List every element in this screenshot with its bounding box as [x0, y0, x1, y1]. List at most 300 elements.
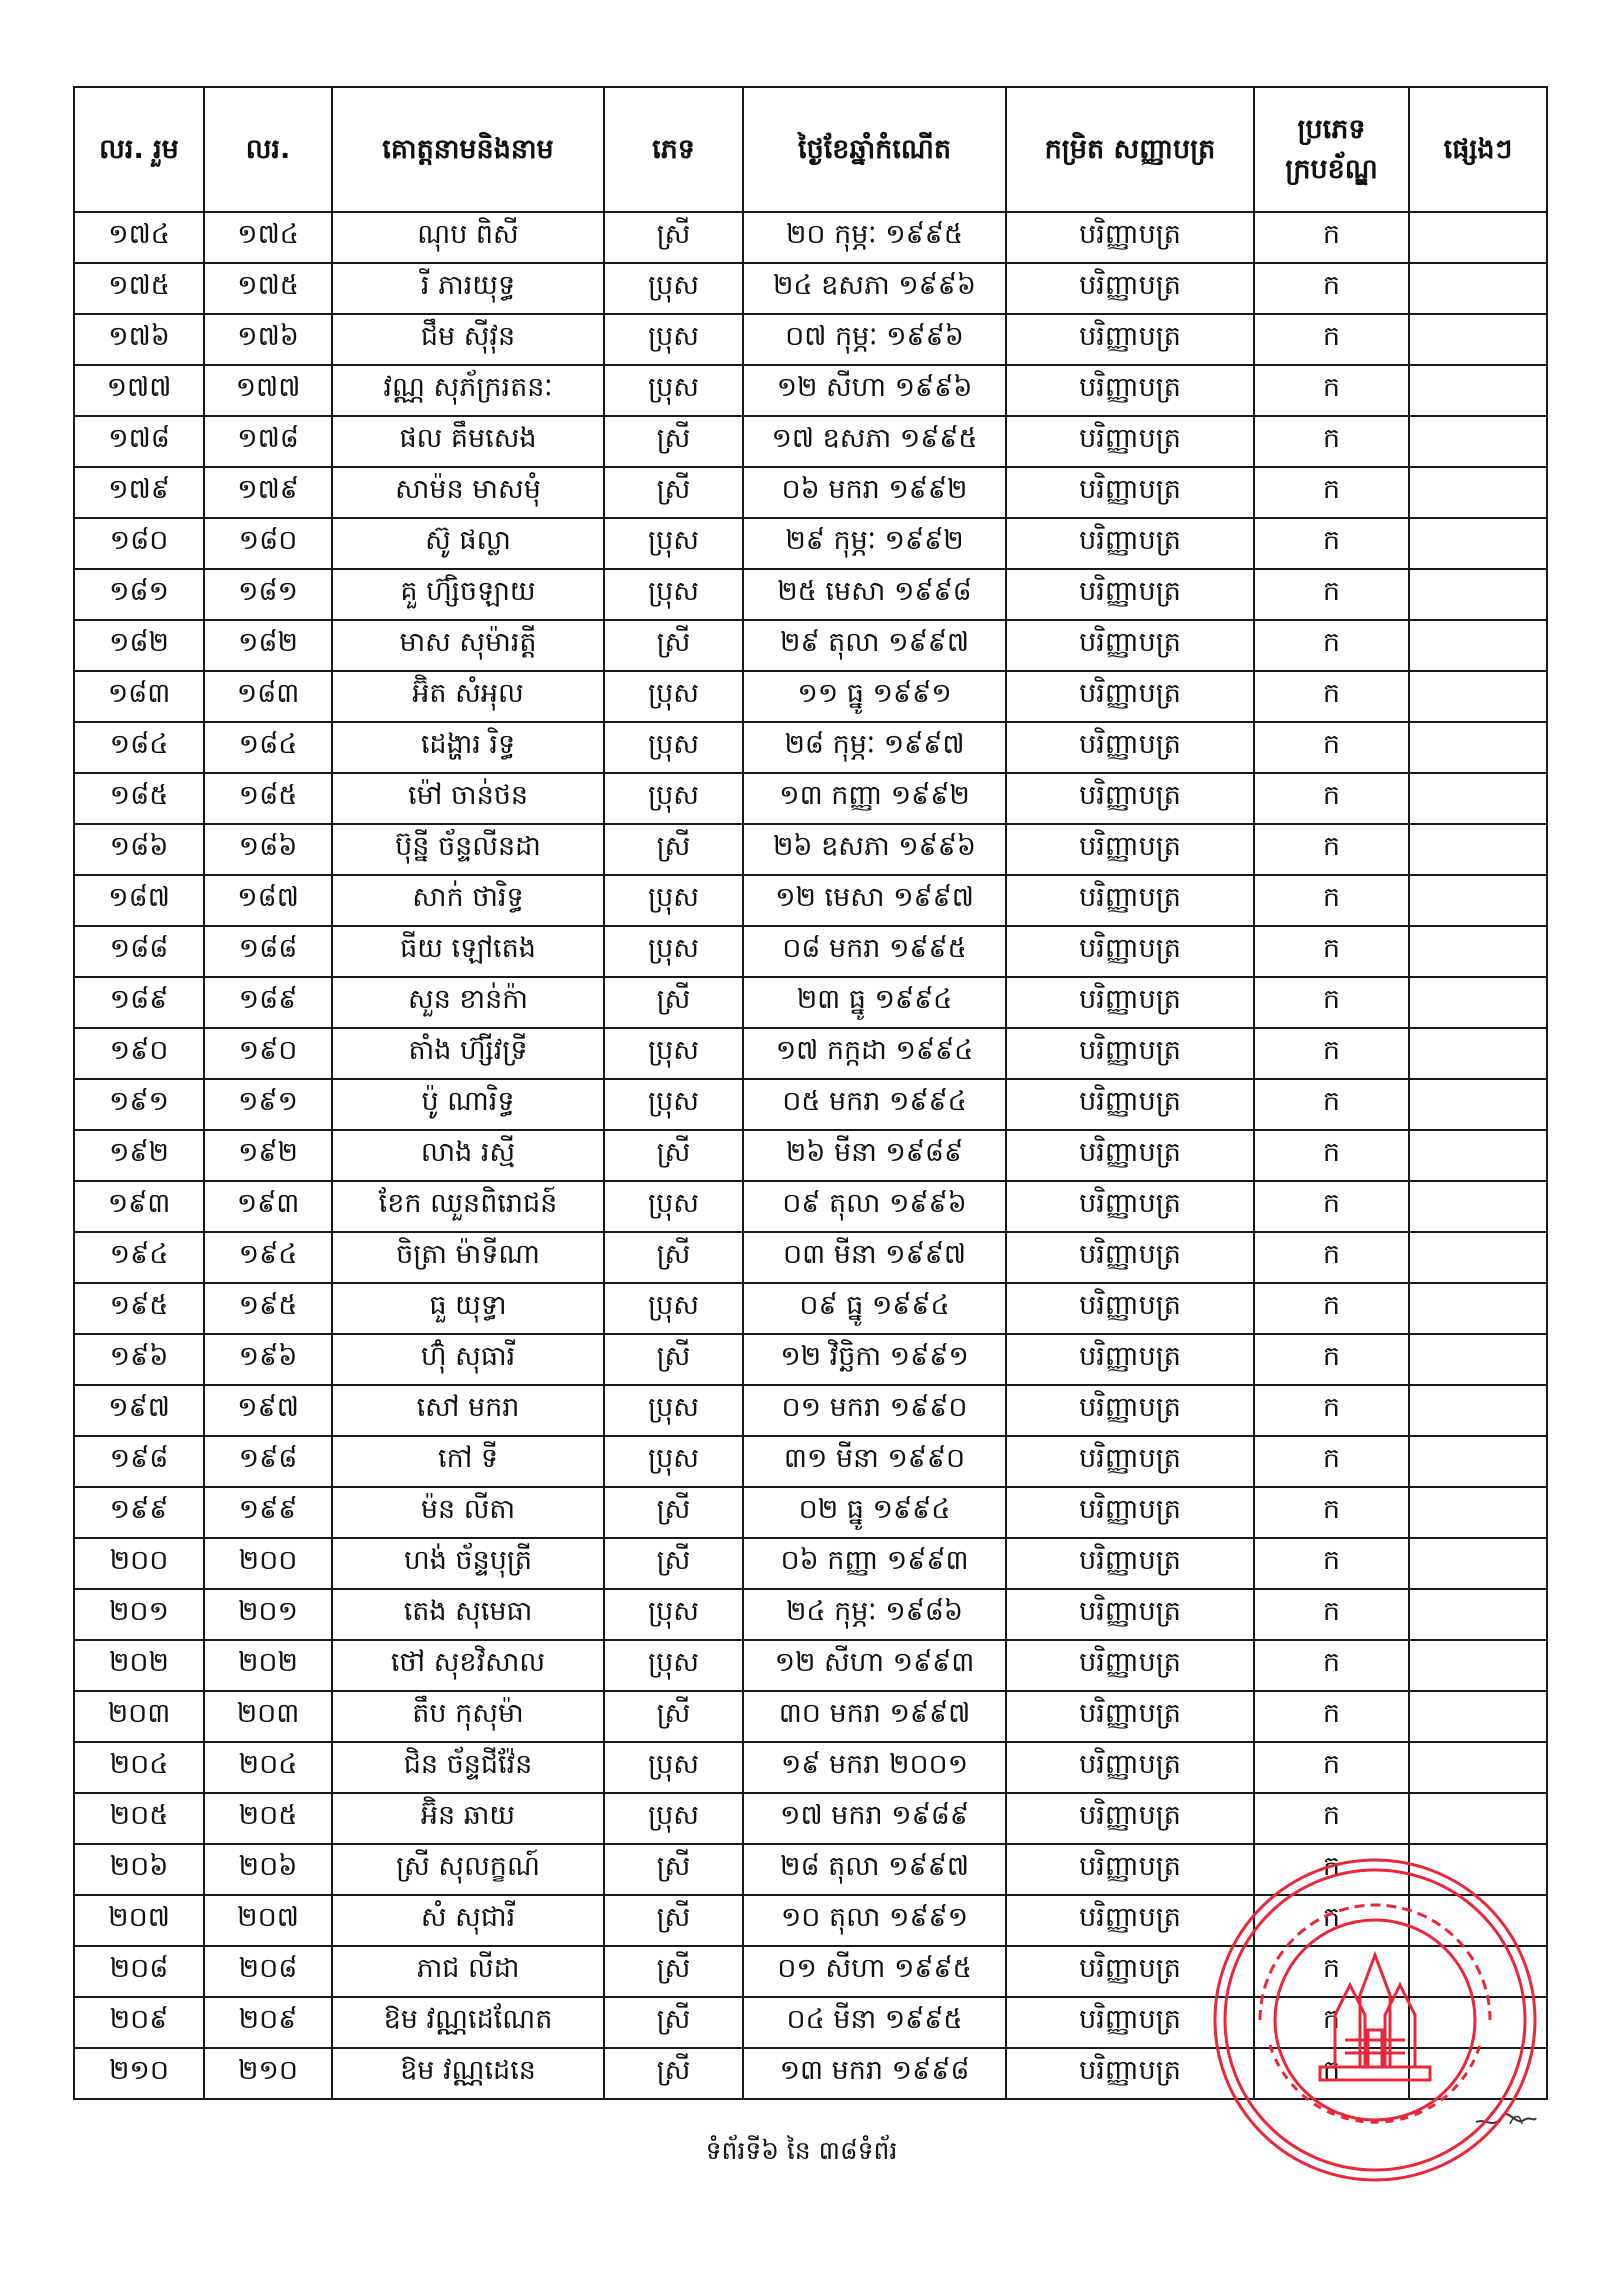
- degree-cell: បរិញ្ញាបត្រ: [1006, 1079, 1254, 1130]
- header-number: លរ.: [204, 87, 332, 212]
- header-framework-type: ប្រភេទ ក្របខ័ណ្ឌ: [1254, 87, 1409, 212]
- sex-cell: ប្រុស: [604, 1079, 743, 1130]
- remarks-cell: [1409, 1079, 1547, 1130]
- number-cell: ២០៨: [204, 1946, 332, 1997]
- remarks-cell: [1409, 1181, 1547, 1232]
- number-cell: ១៨២: [204, 620, 332, 671]
- overall-number-cell: ២១០: [74, 2048, 204, 2099]
- remarks-cell: [1409, 1283, 1547, 1334]
- sex-cell: ស្រី: [604, 2048, 743, 2099]
- framework-cell: ក: [1254, 1283, 1409, 1334]
- table-row: [74, 518, 1547, 569]
- name-cell: វណ្ណ សុភ័ក្ររតនៈ: [332, 365, 604, 416]
- degree-cell: បរិញ្ញាបត្រ: [1006, 671, 1254, 722]
- table-row: [74, 1640, 1547, 1691]
- overall-number-cell: ២០៧: [74, 1895, 204, 1946]
- table-header: [74, 87, 1547, 212]
- overall-number-cell: ១៨៦: [74, 824, 204, 875]
- remarks-cell: [1409, 569, 1547, 620]
- degree-cell: បរិញ្ញាបត្រ: [1006, 1487, 1254, 1538]
- overall-number-cell: ១៩៤: [74, 1232, 204, 1283]
- degree-cell: បរិញ្ញាបត្រ: [1006, 1742, 1254, 1793]
- birth-date-cell: ០៦ កញ្ញា ១៩៩៣: [743, 1538, 1006, 1589]
- remarks-cell: [1409, 1334, 1547, 1385]
- table-row: [74, 1385, 1547, 1436]
- remarks-cell: [1409, 1385, 1547, 1436]
- birth-date-cell: ២៥ មេសា ១៩៩៨: [743, 569, 1006, 620]
- seal-outer-ring-inner: [1225, 1870, 1525, 2170]
- framework-cell: ក: [1254, 314, 1409, 365]
- number-cell: ២០៤: [204, 1742, 332, 1793]
- name-cell: សំ សុជារី: [332, 1895, 604, 1946]
- degree-cell: បរិញ្ញាបត្រ: [1006, 1640, 1254, 1691]
- birth-date-cell: ២៨ កុម្ភៈ ១៩៩៧: [743, 722, 1006, 773]
- framework-cell: ក: [1254, 671, 1409, 722]
- number-cell: ១៨៤: [204, 722, 332, 773]
- framework-cell: ក: [1254, 1232, 1409, 1283]
- framework-cell: ក: [1254, 212, 1409, 263]
- degree-cell: បរិញ្ញាបត្រ: [1006, 722, 1254, 773]
- header-remarks: ផ្សេងៗ: [1409, 87, 1547, 212]
- birth-date-cell: ១២ សីហា ១៩៩៣: [743, 1640, 1006, 1691]
- sex-cell: ស្រី: [604, 620, 743, 671]
- framework-cell: ក: [1254, 1436, 1409, 1487]
- sex-cell: ប្រុស: [604, 569, 743, 620]
- degree-cell: បរិញ្ញាបត្រ: [1006, 1436, 1254, 1487]
- number-cell: ២០២: [204, 1640, 332, 1691]
- degree-cell: បរិញ្ញាបត្រ: [1006, 1028, 1254, 1079]
- framework-cell: ក: [1254, 824, 1409, 875]
- remarks-cell: [1409, 671, 1547, 722]
- sex-cell: ប្រុស: [604, 671, 743, 722]
- overall-number-cell: ១៧៦: [74, 314, 204, 365]
- name-cell: ស្រី សុលក្ខណ៍: [332, 1844, 604, 1895]
- overall-number-cell: ១៩៩: [74, 1487, 204, 1538]
- degree-cell: បរិញ្ញាបត្រ: [1006, 212, 1254, 263]
- table-row: [74, 875, 1547, 926]
- sex-cell: ស្រី: [604, 1946, 743, 1997]
- overall-number-cell: ១៨០: [74, 518, 204, 569]
- name-cell: តេង សុមេធា: [332, 1589, 604, 1640]
- birth-date-cell: ១៩ មករា ២០០១: [743, 1742, 1006, 1793]
- degree-cell: បរិញ្ញាបត្រ: [1006, 1334, 1254, 1385]
- framework-cell: ក: [1254, 1895, 1409, 1946]
- overall-number-cell: ១៩០: [74, 1028, 204, 1079]
- birth-date-cell: ០៦ មករា ១៩៩២: [743, 467, 1006, 518]
- page-footer: ទំព័រទី៦ នៃ ៣៨ទំព័រ: [705, 2136, 898, 2165]
- number-cell: ១៨៥: [204, 773, 332, 824]
- table-row: [74, 314, 1547, 365]
- overall-number-cell: ១៨៨: [74, 926, 204, 977]
- birth-date-cell: ០៤ មីនា ១៩៩៥: [743, 1997, 1006, 2048]
- name-cell: ហង់ ច័ន្ទបុត្រី: [332, 1538, 604, 1589]
- remarks-cell: [1409, 1589, 1547, 1640]
- degree-cell: បរិញ្ញាបត្រ: [1006, 977, 1254, 1028]
- framework-cell: ក: [1254, 977, 1409, 1028]
- overall-number-cell: ១៧៧: [74, 365, 204, 416]
- name-cell: ផល គឹមសេង: [332, 416, 604, 467]
- birth-date-cell: ១៧ មករា ១៩៨៩: [743, 1793, 1006, 1844]
- degree-cell: បរិញ្ញាបត្រ: [1006, 569, 1254, 620]
- overall-number-cell: ១៧៨: [74, 416, 204, 467]
- birth-date-cell: ២០ កុម្ភៈ ១៩៩៥: [743, 212, 1006, 263]
- number-cell: ១៨០: [204, 518, 332, 569]
- table-row: [74, 416, 1547, 467]
- birth-date-cell: ១២ មេសា ១៩៩៧: [743, 875, 1006, 926]
- table-row: [74, 1283, 1547, 1334]
- degree-cell: បរិញ្ញាបត្រ: [1006, 773, 1254, 824]
- birth-date-cell: ២៤ ឧសភា ១៩៩៦: [743, 263, 1006, 314]
- sex-cell: ប្រុស: [604, 1640, 743, 1691]
- sex-cell: ប្រុស: [604, 1181, 743, 1232]
- remarks-cell: [1409, 875, 1547, 926]
- overall-number-cell: ១៨៩: [74, 977, 204, 1028]
- sex-cell: ស្រី: [604, 1997, 743, 2048]
- overall-number-cell: ២០៣: [74, 1691, 204, 1742]
- birth-date-cell: ១០ តុលា ១៩៩១: [743, 1895, 1006, 1946]
- name-cell: លាង រស្មី: [332, 1130, 604, 1181]
- name-cell: ជឹម ស៊ីវុន: [332, 314, 604, 365]
- table-row: [74, 569, 1547, 620]
- name-cell: ជិន ច័ន្ទជីវ៉ែន: [332, 1742, 604, 1793]
- sex-cell: ស្រី: [604, 824, 743, 875]
- overall-number-cell: ១៩២: [74, 1130, 204, 1181]
- table-row: [74, 1742, 1547, 1793]
- table-row: [74, 620, 1547, 671]
- number-cell: ១៨៣: [204, 671, 332, 722]
- overall-number-cell: ២០៥: [74, 1793, 204, 1844]
- header-row: [74, 87, 1547, 212]
- overall-number-cell: ២០៩: [74, 1997, 204, 2048]
- sex-cell: ស្រី: [604, 467, 743, 518]
- number-cell: ១៩០: [204, 1028, 332, 1079]
- sex-cell: ប្រុស: [604, 1283, 743, 1334]
- name-cell: ខែក ឈួនពិរោជន៍: [332, 1181, 604, 1232]
- birth-date-cell: ២៨ តុលា ១៩៩៧: [743, 1844, 1006, 1895]
- framework-cell: ក: [1254, 1844, 1409, 1895]
- overall-number-cell: ២០៤: [74, 1742, 204, 1793]
- overall-number-cell: ២០៦: [74, 1844, 204, 1895]
- degree-cell: បរិញ្ញាបត្រ: [1006, 416, 1254, 467]
- sex-cell: ប្រុស: [604, 1436, 743, 1487]
- remarks-cell: [1409, 926, 1547, 977]
- remarks-cell: [1409, 467, 1547, 518]
- birth-date-cell: ០២ ធ្នូ ១៩៩៤: [743, 1487, 1006, 1538]
- sex-cell: ស្រី: [604, 1487, 743, 1538]
- number-cell: ១៨៦: [204, 824, 332, 875]
- overall-number-cell: ១៧៤: [74, 212, 204, 263]
- overall-number-cell: ១៩៦: [74, 1334, 204, 1385]
- birth-date-cell: ៣១ មីនា ១៩៩០: [743, 1436, 1006, 1487]
- degree-cell: បរិញ្ញាបត្រ: [1006, 1130, 1254, 1181]
- sex-cell: ប្រុស: [604, 518, 743, 569]
- name-cell: ណុប ពិសី: [332, 212, 604, 263]
- name-cell: ម៉ៅ ចាន់ថន: [332, 773, 604, 824]
- sex-cell: ប្រុស: [604, 875, 743, 926]
- sex-cell: ស្រី: [604, 416, 743, 467]
- number-cell: ១៩៧: [204, 1385, 332, 1436]
- degree-cell: បរិញ្ញាបត្រ: [1006, 1232, 1254, 1283]
- sex-cell: ស្រី: [604, 1538, 743, 1589]
- birth-date-cell: ១៣ កញ្ញា ១៩៩២: [743, 773, 1006, 824]
- birth-date-cell: ២៣ ធ្នូ ១៩៩៤: [743, 977, 1006, 1028]
- degree-cell: បរិញ្ញាបត្រ: [1006, 1997, 1254, 2048]
- name-cell: សៅ មករា: [332, 1385, 604, 1436]
- name-cell: ប៉ូ ណារិទ្ធ: [332, 1079, 604, 1130]
- table-row: [74, 722, 1547, 773]
- table-row: [74, 671, 1547, 722]
- framework-cell: ក: [1254, 416, 1409, 467]
- seal-outer-ring: [1215, 1860, 1535, 2180]
- table-row: [74, 1538, 1547, 1589]
- name-cell: ចិត្រា ម៉ាទីណា: [332, 1232, 604, 1283]
- remarks-cell: [1409, 1028, 1547, 1079]
- table-row: [74, 1079, 1547, 1130]
- number-cell: ២០១: [204, 1589, 332, 1640]
- degree-cell: បរិញ្ញាបត្រ: [1006, 314, 1254, 365]
- sex-cell: ប្រុស: [604, 1742, 743, 1793]
- degree-cell: បរិញ្ញាបត្រ: [1006, 620, 1254, 671]
- name-cell: គួ ហ៊្សិចឡាយ: [332, 569, 604, 620]
- number-cell: ១៩៤: [204, 1232, 332, 1283]
- remarks-cell: [1409, 416, 1547, 467]
- overall-number-cell: ១៨៣: [74, 671, 204, 722]
- sex-cell: ប្រុស: [604, 1793, 743, 1844]
- framework-cell: ក: [1254, 263, 1409, 314]
- remarks-cell: [1409, 212, 1547, 263]
- name-cell: ម៉ន លីតា: [332, 1487, 604, 1538]
- table-row: [74, 263, 1547, 314]
- remarks-cell: [1409, 977, 1547, 1028]
- name-cell: អ៊ិត សំអុល: [332, 671, 604, 722]
- sex-cell: ប្រុស: [604, 773, 743, 824]
- number-cell: ២០៣: [204, 1691, 332, 1742]
- degree-cell: បរិញ្ញាបត្រ: [1006, 365, 1254, 416]
- remarks-cell: [1409, 1538, 1547, 1589]
- table-row: [74, 1589, 1547, 1640]
- overall-number-cell: ១៩៥: [74, 1283, 204, 1334]
- remarks-cell: [1409, 1742, 1547, 1793]
- sex-cell: ស្រី: [604, 977, 743, 1028]
- name-cell: សួន ខាន់ក៉ា: [332, 977, 604, 1028]
- name-cell: កៅ ទី: [332, 1436, 604, 1487]
- table-body: [74, 212, 1547, 2099]
- name-cell: ថៅ សុខវិសាល: [332, 1640, 604, 1691]
- framework-cell: ក: [1254, 1028, 1409, 1079]
- degree-cell: បរិញ្ញាបត្រ: [1006, 1283, 1254, 1334]
- name-cell: ធីយ ឡៅតេង: [332, 926, 604, 977]
- overall-number-cell: ១៩១: [74, 1079, 204, 1130]
- remarks-cell: [1409, 1691, 1547, 1742]
- birth-date-cell: ២៩ តុលា ១៩៩៧: [743, 620, 1006, 671]
- number-cell: ១៩៣: [204, 1181, 332, 1232]
- name-cell: តាំង ហ៊្សីវទ្រី: [332, 1028, 604, 1079]
- framework-cell: ក: [1254, 1640, 1409, 1691]
- name-cell: ភាជ លីដា: [332, 1946, 604, 1997]
- degree-cell: បរិញ្ញាបត្រ: [1006, 467, 1254, 518]
- name-cell: រី ភារយុទ្ធ: [332, 263, 604, 314]
- framework-cell: ក: [1254, 1589, 1409, 1640]
- number-cell: ១៧៩: [204, 467, 332, 518]
- birth-date-cell: ០១ មករា ១៩៩០: [743, 1385, 1006, 1436]
- overall-number-cell: ១៨២: [74, 620, 204, 671]
- remarks-cell: [1409, 824, 1547, 875]
- birth-date-cell: ០១ សីហា ១៩៩៥: [743, 1946, 1006, 1997]
- number-cell: ១៩២: [204, 1130, 332, 1181]
- remarks-cell: [1409, 1130, 1547, 1181]
- remarks-cell: [1409, 722, 1547, 773]
- framework-cell: ក: [1254, 1691, 1409, 1742]
- framework-cell: ក: [1254, 1334, 1409, 1385]
- table-row: [74, 1793, 1547, 1844]
- name-cell: ស៊ូ ផល្លា: [332, 518, 604, 569]
- number-cell: ២០៩: [204, 1997, 332, 2048]
- sex-cell: ស្រី: [604, 212, 743, 263]
- degree-cell: បរិញ្ញាបត្រ: [1006, 926, 1254, 977]
- table-row: [74, 773, 1547, 824]
- table-row: [74, 1232, 1547, 1283]
- sex-cell: ប្រុស: [604, 1385, 743, 1436]
- number-cell: ១៨៨: [204, 926, 332, 977]
- birth-date-cell: ០៧ កុម្ភៈ ១៩៩៦: [743, 314, 1006, 365]
- degree-cell: បរិញ្ញាបត្រ: [1006, 1181, 1254, 1232]
- remarks-cell: [1409, 1487, 1547, 1538]
- framework-cell: ក: [1254, 722, 1409, 773]
- header-overall-number: លរ. រួម: [74, 87, 204, 212]
- degree-cell: បរិញ្ញាបត្រ: [1006, 263, 1254, 314]
- overall-number-cell: ១៩៨: [74, 1436, 204, 1487]
- name-cell: អ៊ិន ឆាយ: [332, 1793, 604, 1844]
- birth-date-cell: ១១ ធ្នូ ១៩៩១: [743, 671, 1006, 722]
- remarks-cell: [1409, 1793, 1547, 1844]
- table-row: [74, 467, 1547, 518]
- number-cell: ២០០: [204, 1538, 332, 1589]
- number-cell: ១៧៤: [204, 212, 332, 263]
- framework-cell: ក: [1254, 773, 1409, 824]
- overall-number-cell: ២០២: [74, 1640, 204, 1691]
- number-cell: ១៩៩: [204, 1487, 332, 1538]
- name-cell: ឱម វណ្ណដេណែត: [332, 1997, 604, 2048]
- birth-date-cell: ៣០ មករា ១៩៩៧: [743, 1691, 1006, 1742]
- remarks-cell: [1409, 773, 1547, 824]
- framework-cell: ក: [1254, 467, 1409, 518]
- seal-inner-ring: [1275, 1920, 1475, 2120]
- birth-date-cell: ០៥ មករា ១៩៩៤: [743, 1079, 1006, 1130]
- degree-cell: បរិញ្ញាបត្រ: [1006, 824, 1254, 875]
- degree-cell: បរិញ្ញាបត្រ: [1006, 1946, 1254, 1997]
- number-cell: ១៧៦: [204, 314, 332, 365]
- table-row: [74, 1130, 1547, 1181]
- number-cell: ១៨៧: [204, 875, 332, 926]
- framework-cell: ក: [1254, 2048, 1409, 2099]
- framework-cell: ក: [1254, 1079, 1409, 1130]
- overall-number-cell: ២០១: [74, 1589, 204, 1640]
- sex-cell: ប្រុស: [604, 314, 743, 365]
- overall-number-cell: ២០៨: [74, 1946, 204, 1997]
- birth-date-cell: ១២ សីហា ១៩៩៦: [743, 365, 1006, 416]
- name-cell: ធួ យុទ្ធា: [332, 1283, 604, 1334]
- sex-cell: ប្រុស: [604, 722, 743, 773]
- sex-cell: ស្រី: [604, 1691, 743, 1742]
- overall-number-cell: ១៩៧: [74, 1385, 204, 1436]
- number-cell: ១៨៩: [204, 977, 332, 1028]
- degree-cell: បរិញ្ញាបត្រ: [1006, 2048, 1254, 2099]
- degree-cell: បរិញ្ញាបត្រ: [1006, 1691, 1254, 1742]
- name-cell: សាក់ ថារិទ្ធ: [332, 875, 604, 926]
- birth-date-cell: ០៩ ធ្នូ ១៩៩៤: [743, 1283, 1006, 1334]
- header-degree-level: កម្រិត សញ្ញាបត្រ: [1006, 87, 1254, 212]
- number-cell: ២០៦: [204, 1844, 332, 1895]
- sex-cell: ស្រី: [604, 1334, 743, 1385]
- header-birth-date: ថ្ងៃខែឆ្នាំកំណើត: [743, 87, 1006, 212]
- framework-cell: ក: [1254, 569, 1409, 620]
- degree-cell: បរិញ្ញាបត្រ: [1006, 1895, 1254, 1946]
- name-cell: ប៊ុន្នី ច័ន្ទលីនដា: [332, 824, 604, 875]
- birth-date-cell: ២៤ កុម្ភៈ ១៩៨៦: [743, 1589, 1006, 1640]
- table-row: [74, 1436, 1547, 1487]
- birth-date-cell: ០៨ មករា ១៩៩៥: [743, 926, 1006, 977]
- remarks-cell: [1409, 1640, 1547, 1691]
- roster-table: [73, 86, 1548, 2100]
- number-cell: ២០៧: [204, 1895, 332, 1946]
- table-row: [74, 977, 1547, 1028]
- framework-cell: ក: [1254, 926, 1409, 977]
- name-cell: តឹប កុសុម៉ា: [332, 1691, 604, 1742]
- number-cell: ១៩៦: [204, 1334, 332, 1385]
- sex-cell: ប្រុស: [604, 1589, 743, 1640]
- birth-date-cell: ១៧ ឧសភា ១៩៩៥: [743, 416, 1006, 467]
- number-cell: ១៨១: [204, 569, 332, 620]
- table-row: [74, 365, 1547, 416]
- framework-cell: ក: [1254, 1181, 1409, 1232]
- framework-cell: ក: [1254, 365, 1409, 416]
- overall-number-cell: ១៧៥: [74, 263, 204, 314]
- header-sex: ភេទ: [604, 87, 743, 212]
- framework-cell: ក: [1254, 1385, 1409, 1436]
- remarks-cell: [1409, 1232, 1547, 1283]
- birth-date-cell: ០៩ តុលា ១៩៩៦: [743, 1181, 1006, 1232]
- birth-date-cell: ១២ វិច្ឆិកា ១៩៩១: [743, 1334, 1006, 1385]
- framework-cell: ក: [1254, 1487, 1409, 1538]
- overall-number-cell: ១៩៣: [74, 1181, 204, 1232]
- sex-cell: ប្រុស: [604, 1028, 743, 1079]
- birth-date-cell: ២៩ កុម្ភៈ ១៩៩២: [743, 518, 1006, 569]
- sex-cell: ស្រី: [604, 1844, 743, 1895]
- framework-cell: ក: [1254, 1538, 1409, 1589]
- overall-number-cell: ១៨៤: [74, 722, 204, 773]
- name-cell: ហ៊ុំ សុធារី: [332, 1334, 604, 1385]
- degree-cell: បរិញ្ញាបត្រ: [1006, 1385, 1254, 1436]
- overall-number-cell: ១៨៥: [74, 773, 204, 824]
- remarks-cell: [1409, 620, 1547, 671]
- remarks-cell: [1409, 365, 1547, 416]
- framework-cell: ក: [1254, 1793, 1409, 1844]
- official-seal: [1200, 1845, 1550, 2195]
- table-row: [74, 212, 1547, 263]
- overall-number-cell: ១៨១: [74, 569, 204, 620]
- birth-date-cell: ២៦ ឧសភា ១៩៩៦: [743, 824, 1006, 875]
- table-row: [74, 926, 1547, 977]
- number-cell: ២១០: [204, 2048, 332, 2099]
- overall-number-cell: ១៨៧: [74, 875, 204, 926]
- degree-cell: បរិញ្ញាបត្រ: [1006, 518, 1254, 569]
- number-cell: ១៩៨: [204, 1436, 332, 1487]
- table-row: [74, 1181, 1547, 1232]
- framework-cell: ក: [1254, 1997, 1409, 2048]
- number-cell: ១៧៨: [204, 416, 332, 467]
- birth-date-cell: ០៣ មីនា ១៩៩៧: [743, 1232, 1006, 1283]
- remarks-cell: [1409, 518, 1547, 569]
